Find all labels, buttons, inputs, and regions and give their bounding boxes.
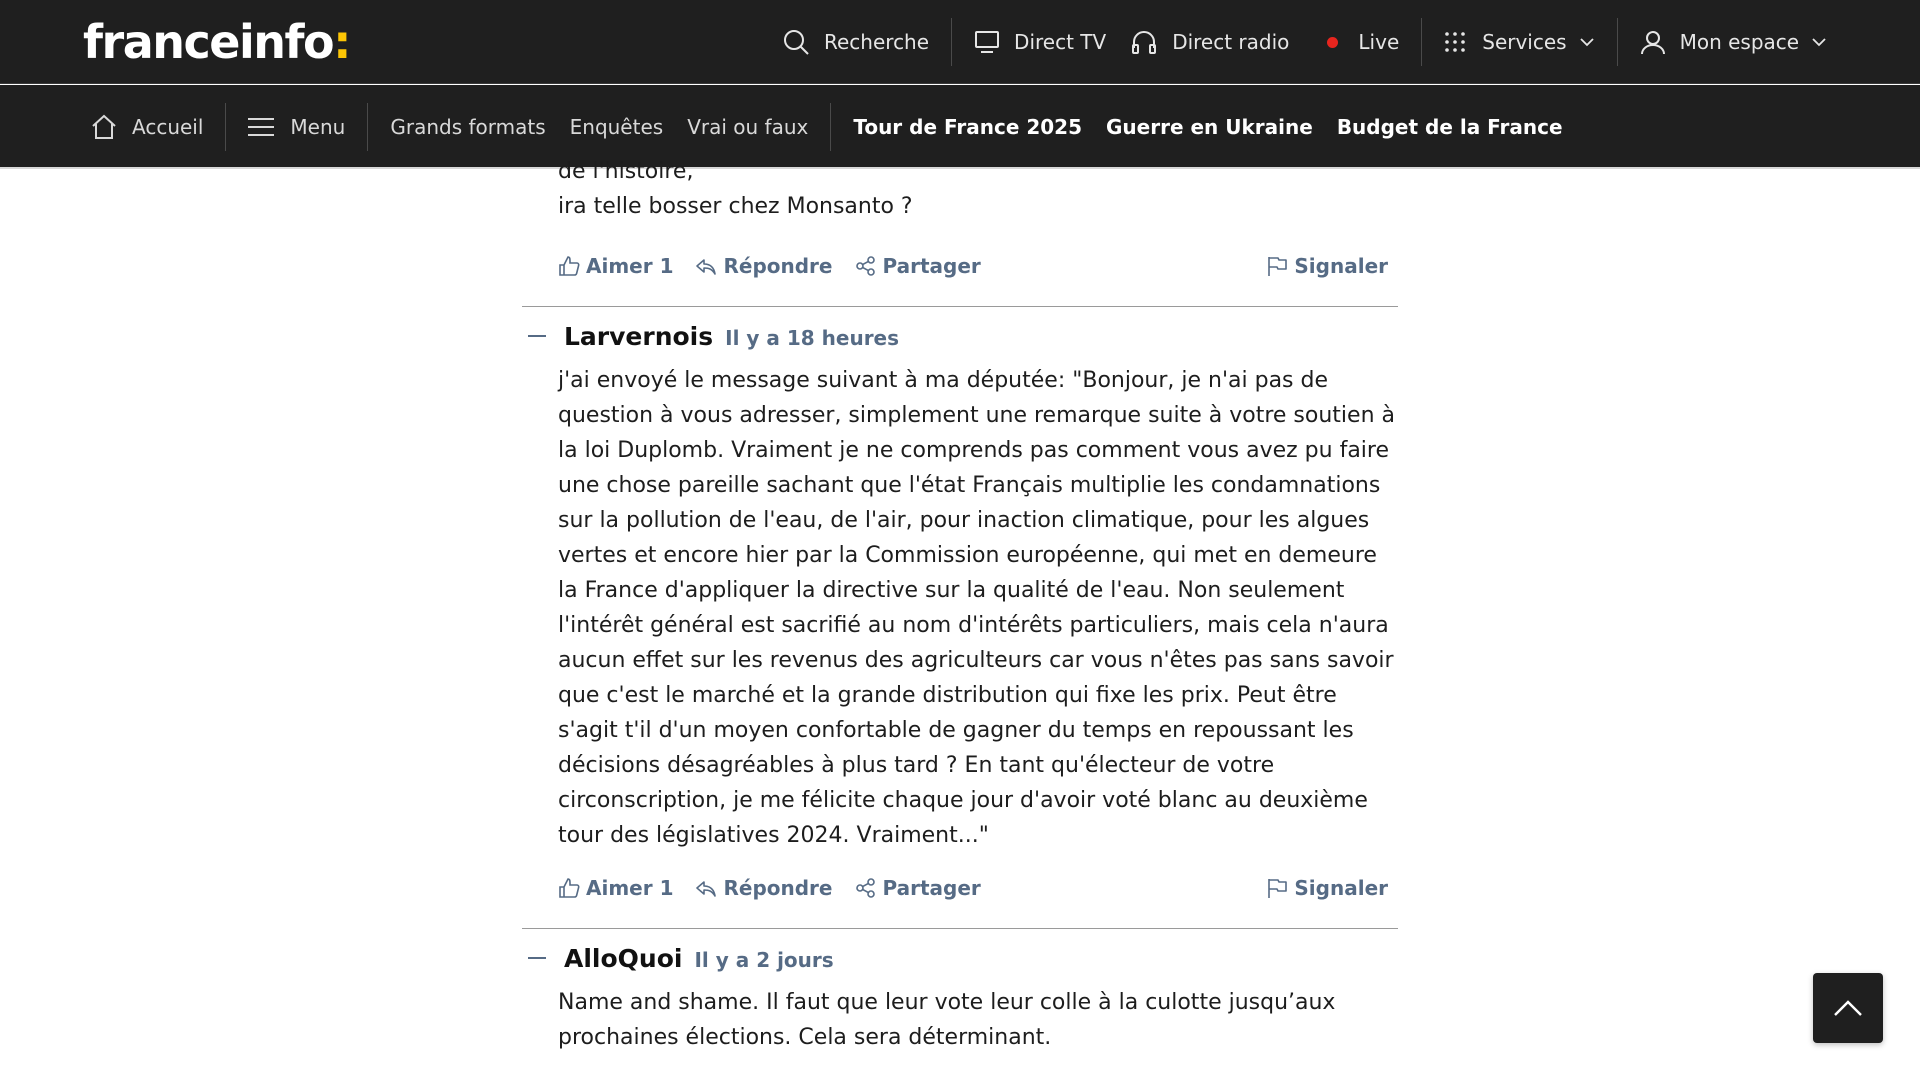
tv-icon	[974, 29, 1000, 55]
direct-tv-link[interactable]	[974, 0, 1106, 84]
comment-line: ira telle bosser chez Monsanto ?	[558, 194, 913, 219]
reply-button[interactable]	[695, 254, 832, 278]
comment-time: Il y a 18 heures	[725, 326, 900, 350]
separator	[1617, 18, 1618, 66]
comment-line: circonscription, je me félicite chaque jour d'avoir voté blanc au deuxième	[558, 788, 1368, 813]
back-to-top-button[interactable]	[1813, 973, 1883, 1043]
reply-icon	[695, 255, 717, 277]
comment-line: la loi Duplomb. Vraiment je ne comprends pas comment vous avez pu faire	[558, 438, 1390, 463]
share-label: Partager	[882, 876, 981, 900]
home-label: Accueil	[132, 115, 204, 139]
comment-header	[522, 322, 899, 351]
comment-body	[558, 363, 1398, 853]
comment-line: question à vous adresser, simplement une remarque suite à votre soutien à	[558, 403, 1395, 428]
report-label: Signaler	[1294, 254, 1388, 278]
like-label: Aimer 1	[586, 254, 674, 278]
grid-dots-icon	[1444, 31, 1466, 53]
logo-text: franceinfo	[83, 15, 334, 69]
comment-line: décisions désagréables à plus tard ? En tant qu'électeur de votre	[558, 753, 1275, 778]
like-button[interactable]	[558, 254, 673, 278]
home-icon	[90, 113, 118, 141]
menu-button[interactable]	[248, 85, 345, 169]
top-nav	[782, 0, 1827, 84]
account-menu[interactable]	[1640, 0, 1828, 84]
topic-budget-france[interactable]: Budget de la France	[1336, 115, 1563, 139]
comment-line: j'ai envoyé le message suivant à ma députée: "Bonjour, je n'ai pas de	[558, 368, 1329, 393]
comment-line: de l'histoire,	[558, 159, 694, 184]
franceinfo-logo[interactable]	[83, 14, 350, 70]
direct-radio-label: Direct radio	[1172, 30, 1290, 54]
search-icon	[782, 28, 810, 56]
comment-line: une chose pareille sachant que l'état Français multiplie les condamnations	[558, 473, 1381, 498]
comment-author[interactable]: AlloQuoi	[564, 944, 683, 973]
like-label: Aimer 1	[586, 876, 674, 900]
nav-link-enquetes[interactable]: Enquêtes	[569, 115, 664, 139]
thumbs-up-icon	[558, 255, 580, 277]
nav-link-grands-formats[interactable]: Grands formats	[390, 115, 546, 139]
thumbs-up-icon	[558, 877, 580, 899]
direct-radio-link[interactable]	[1130, 0, 1289, 84]
live-dot-icon	[1327, 37, 1338, 48]
comment-line: s'agit t'il d'un moyen confortable de gagner du temps en repoussant les	[558, 718, 1354, 743]
live-label: Live	[1358, 30, 1400, 54]
comment-line: l'intérêt général est sacrifié au nom d'intérêts particuliers, mais cela n'aura	[558, 613, 1389, 638]
reply-label: Répondre	[723, 254, 833, 278]
chevron-down-icon	[1811, 37, 1827, 47]
share-button[interactable]	[855, 254, 981, 278]
separator	[830, 103, 831, 151]
topic-tour-de-france[interactable]: Tour de France 2025	[853, 115, 1083, 139]
headphones-icon	[1130, 28, 1158, 56]
separator	[951, 18, 952, 66]
report-button[interactable]	[1266, 254, 1388, 278]
services-label: Services	[1482, 30, 1567, 54]
separator	[1421, 18, 1422, 66]
chevron-down-icon	[1579, 37, 1595, 47]
comment-line: aucun effet sur les revenus des agriculteurs car vous n'êtes pas sans savoir	[558, 648, 1394, 673]
like-button[interactable]	[558, 876, 673, 900]
share-label: Partager	[882, 254, 981, 278]
separator	[367, 103, 368, 151]
nav-link-vrai-ou-faux[interactable]: Vrai ou faux	[687, 115, 809, 139]
share-button[interactable]	[855, 876, 981, 900]
comment-line: tour des législatives 2024. Vraiment..."	[558, 823, 989, 848]
collapse-icon[interactable]	[528, 957, 546, 959]
comment-line: vertes et encore hier par la Commission européenne, qui met en demeure	[558, 543, 1377, 568]
top-header	[0, 0, 1920, 84]
section-nav	[0, 85, 1920, 169]
report-label: Signaler	[1294, 876, 1388, 900]
direct-tv-label: Direct TV	[1014, 30, 1107, 54]
reply-button[interactable]	[695, 876, 832, 900]
comment-actions	[558, 870, 1388, 906]
comment-body	[558, 985, 1398, 1055]
comment-line: Name and shame. Il faut que leur vote leur colle à la culotte jusqu’aux	[558, 990, 1336, 1015]
comment-header	[522, 944, 834, 973]
comment-time: Il y a 2 jours	[694, 948, 834, 972]
comment-divider	[522, 928, 1398, 929]
comment-line: que c'est le marché et la grande distribution qui fixe les prix. Peut être	[558, 683, 1337, 708]
share-icon	[855, 877, 877, 899]
comment-line: sur la pollution de l'eau, de l'air, pour inaction climatique, pour les algues	[558, 508, 1370, 533]
flag-icon	[1266, 255, 1288, 277]
comment-line: prochaines élections. Cela sera déterminant.	[558, 1025, 1052, 1050]
reply-label: Répondre	[723, 876, 833, 900]
collapse-icon[interactable]	[528, 335, 546, 337]
report-button[interactable]	[1266, 876, 1388, 900]
hamburger-icon	[248, 117, 274, 137]
reply-icon	[695, 877, 717, 899]
user-icon	[1640, 29, 1666, 55]
search-label: Recherche	[824, 30, 930, 54]
logo-colon: :	[333, 15, 350, 69]
chevron-up-icon	[1833, 999, 1863, 1017]
menu-label: Menu	[290, 115, 346, 139]
comment-body	[558, 154, 913, 224]
services-menu[interactable]	[1444, 0, 1594, 84]
share-icon	[855, 255, 877, 277]
separator	[225, 103, 226, 151]
flag-icon	[1266, 877, 1288, 899]
topic-guerre-ukraine[interactable]: Guerre en Ukraine	[1106, 115, 1313, 139]
search-button[interactable]	[782, 0, 929, 84]
comment-actions	[558, 248, 1388, 284]
comment-author[interactable]: Larvernois	[564, 322, 714, 351]
comment-divider	[522, 306, 1398, 307]
home-link[interactable]	[90, 85, 203, 169]
comment-line: la France d'appliquer la directive sur la qualité de l'eau. Non seulement	[558, 578, 1345, 603]
live-link[interactable]	[1327, 0, 1399, 84]
account-label: Mon espace	[1679, 30, 1800, 54]
